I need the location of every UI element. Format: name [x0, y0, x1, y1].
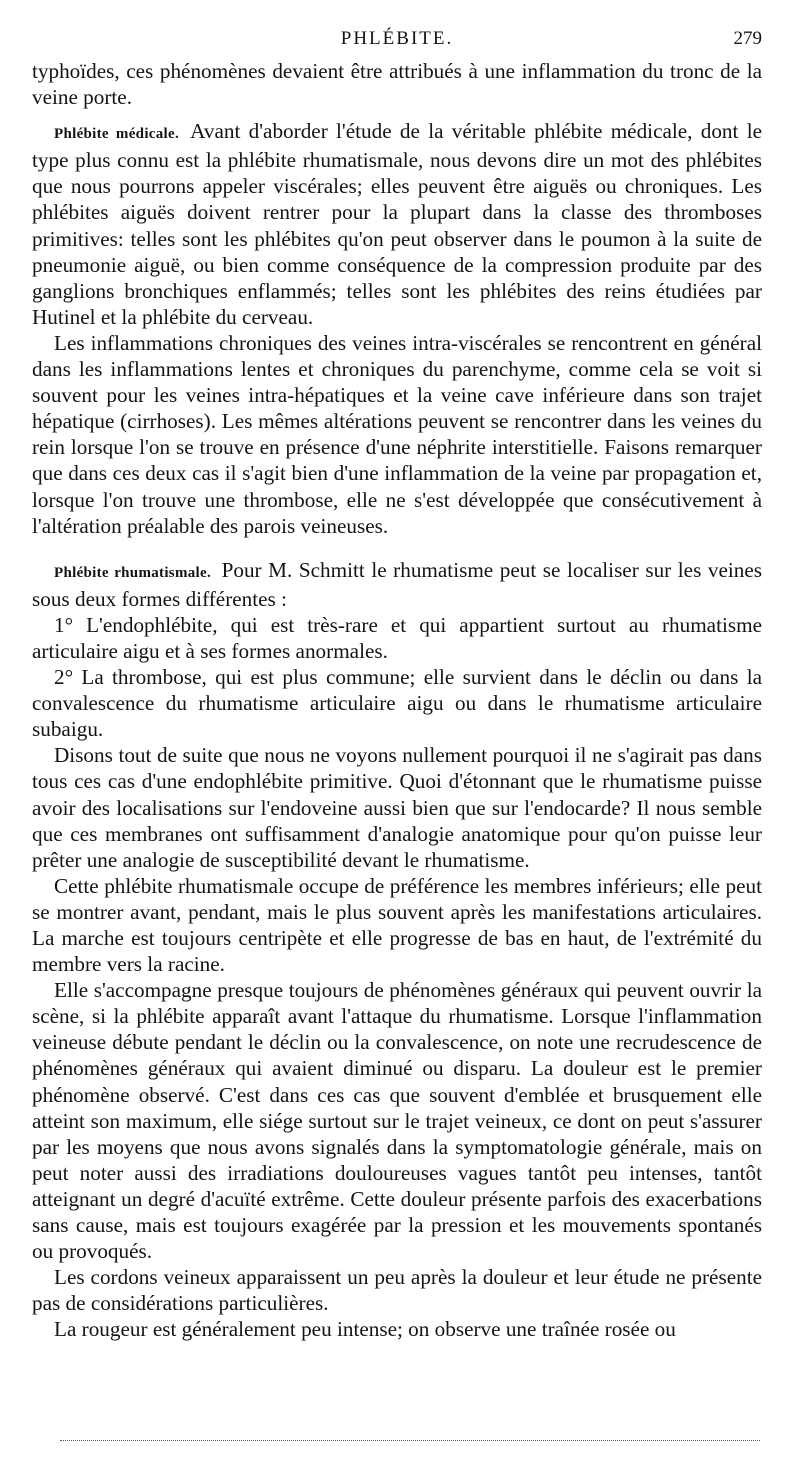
- paragraph-text: Les cordons veineux apparaissent un peu après la douleur et leur étude ne présente pas de considérations particulières.: [32, 1265, 762, 1316]
- paragraph: [32, 118, 762, 330]
- paragraph: [32, 873, 762, 977]
- paragraph-text: La rougeur est généralement peu intense; on observe une traînée rosée ou: [54, 1317, 676, 1342]
- paragraph-text: typhoïdes, ces phénomènes devaient être attribués à une inflammation du tronc de la veine porte.: [32, 59, 762, 110]
- paragraph: [32, 742, 762, 872]
- paragraph: [32, 58, 762, 110]
- paragraph-text: Disons tout de suite que nous ne voyons nullement pourquoi il ne s'agirait pas dans tous ces cas d'une endophlébite primitive. Quoi d'étonnant que le rhumatisme puisse avoir des localisations sur l'endoveine aussi bien que sur l'endocarde? Il nous semble que ces membranes ont suffisamment d'analogie anatomique pour qu'on puisse leur prêter une analogie de susceptibilité devant le rhumatisme.: [32, 743, 762, 872]
- paragraph: [32, 330, 762, 539]
- paragraph-text: 2° La thrombose, qui est plus commune; elle survient dans le déclin ou dans la convalescence du rhumatisme articulaire aigu ou dans le rhumatisme articulaire subaigu.: [32, 665, 762, 742]
- list-item: [32, 612, 762, 664]
- paragraph-text: Les inflammations chroniques des veines intra-viscérales se rencontrent en général dans les inflammations lentes et chroniques du parenchyme, comme cela se voit si souvent pour les veines intra-hépatiques et la veine cave inférieure dans son trajet hépatique (cirrhoses). Les mêmes altérations peuvent se rencontrer dans les veines du rein lorsque l'on se trouve en présence d'une néphrite interstitielle. Faisons remarquer que dans ces deux cas il s'agit bien d'une inflammation de la veine par propagation et, lorsque l'on trouve une thrombose, elle ne s'est développée que consécutivement à l'altération préalable des parois veineuses.: [32, 330, 762, 538]
- section-sidehead: Phlébite rhumatismale.: [54, 564, 212, 581]
- page-number: 279: [733, 28, 762, 49]
- section-sidehead: Phlébite médicale.: [54, 126, 180, 143]
- footer-rule: [60, 1440, 760, 1441]
- body-text: [32, 58, 762, 1343]
- paragraph-text: Avant d'aborder l'étude de la véritable phlébite médicale, dont le type plus connu est la phlébite rhumatismale, nous devons dire un mot des phlébites que nous pourrons appeler viscérales; elles peuvent être aiguës ou chroniques. Les phlébites aiguës doivent rentrer pour la plupart dans la classe des thromboses primitives: telles sont les phlébites qu'on peut observer dans le poumon à la suite de pneumonie aiguë, ou bien comme conséquence de la compression produite par des ganglions bronchiques enflammés; telles sont les phlébites des reins étudiées par Hutinel et la phlébite du cerveau.: [32, 119, 762, 329]
- list-item: [32, 664, 762, 742]
- paragraph-text: Elle s'accompagne presque toujours de phénomènes généraux qui peuvent ouvrir la scène, si la phlébite apparaît avant l'attaque du rhumatisme. Lorsque l'inflammation veineuse débute pendant le déclin ou la convalescence, on note une recrudescence de phénomènes généraux qui avaient diminué ou disparu. La douleur est le premier phénomène observé. C'est dans ces cas que souvent d'emblée et brusquement elle atteint son maximum, elle siége surtout sur le trajet veineux, ce dont on peut s'assurer par les moyens que nous avons signalés dans la symptomatologie générale, mais on peut noter aussi des irradiations douloureuses vagues tantôt peu intenses, tantôt atteignant un degré d'acuïté extrême. Cette douleur présente parfois des exacerbations sans cause, mais est toujours exagérée par la pression et les mouvements spontanés ou provoqués.: [32, 978, 762, 1264]
- running-header: [32, 28, 762, 58]
- running-head: PHLÉBITE.: [340, 28, 454, 49]
- paragraph: [32, 1264, 762, 1316]
- paragraph-text: 1° L'endophlébite, qui est très-rare et qui appartient surtout au rhumatisme articulaire aigu et à ses formes anormales.: [32, 612, 762, 663]
- paragraph: [32, 977, 762, 1264]
- page: [32, 28, 762, 1343]
- paragraph: [32, 557, 762, 612]
- paragraph-text: Pour M. Schmitt le rhumatisme peut se localiser sur les veines sous deux formes différentes :: [32, 557, 762, 611]
- paragraph: [32, 1316, 762, 1342]
- paragraph-text: Cette phlébite rhumatismale occupe de préférence les membres inférieurs; elle peut se montrer avant, pendant, mais le plus souvent après les manifestations articulaires. La marche est toujours centripète et elle progresse de bas en haut, de l'extrémité du membre vers la racine.: [32, 873, 762, 977]
